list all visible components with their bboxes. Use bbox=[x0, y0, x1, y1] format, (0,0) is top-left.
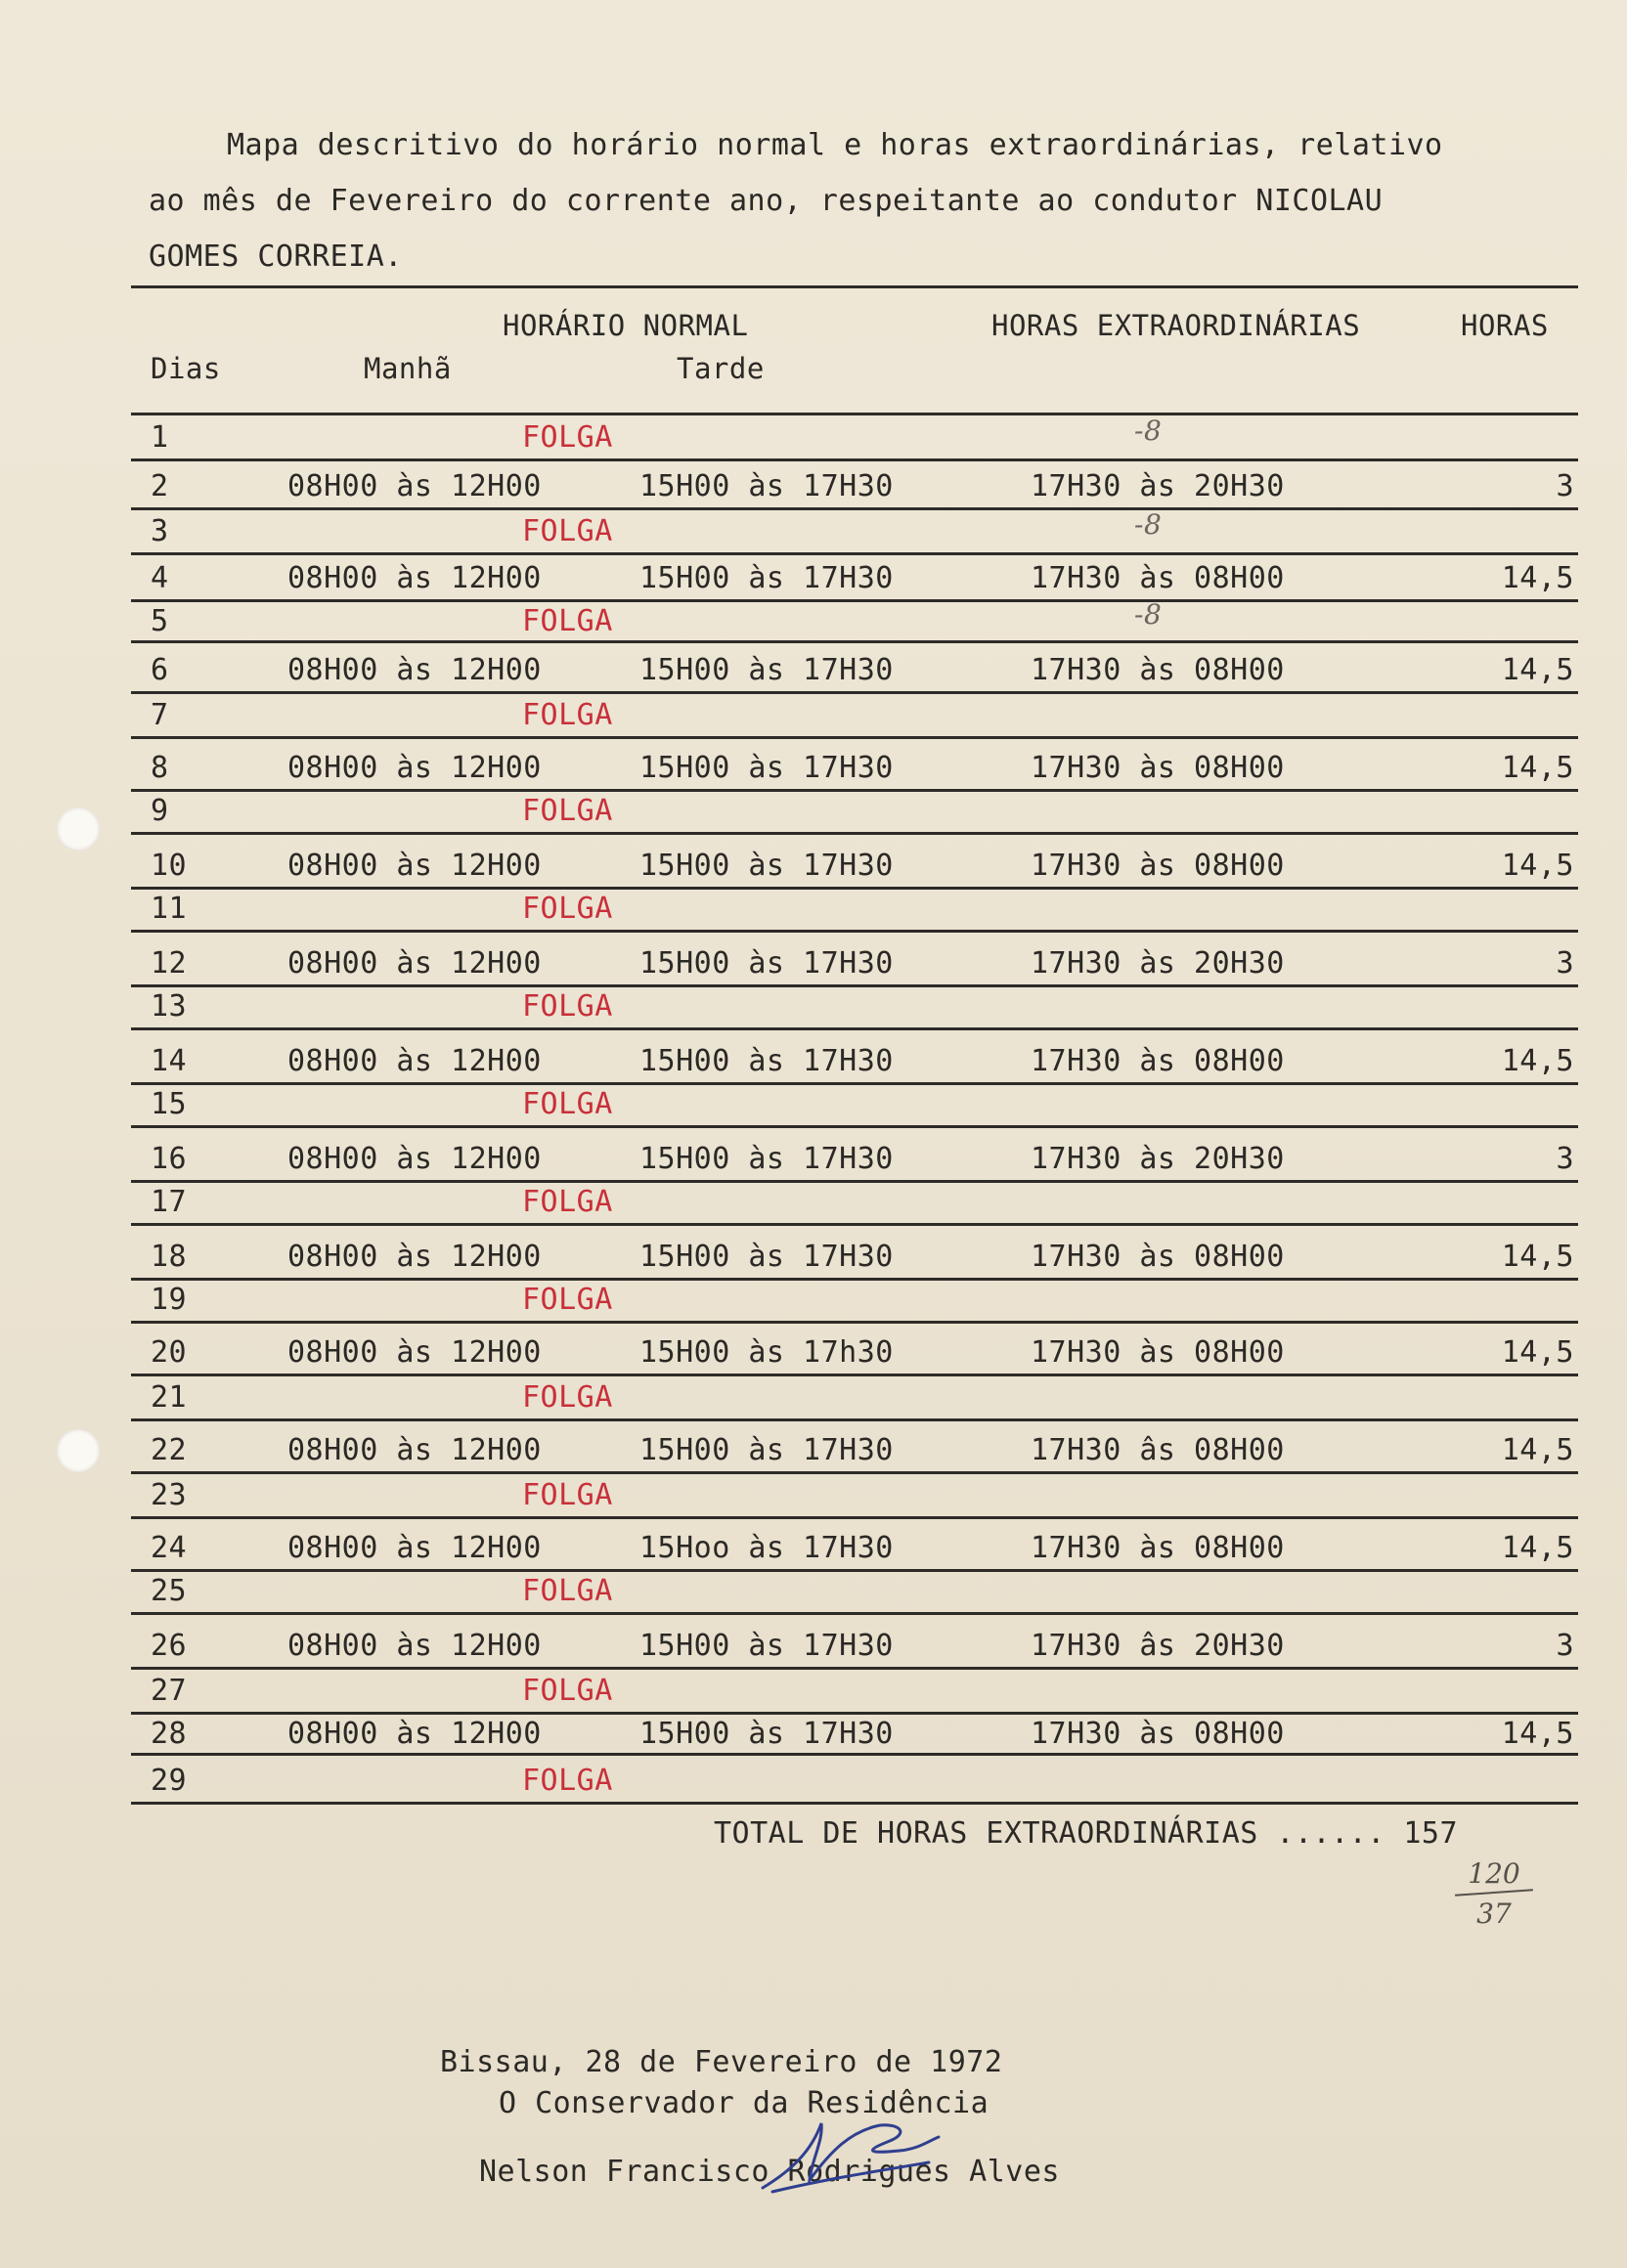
day-number: 23 bbox=[151, 1478, 188, 1512]
intro-line-2: ao mês de Fevereiro do corrente ano, respeitante ao condutor NICOLAU bbox=[149, 184, 1384, 218]
table-row-folga bbox=[131, 416, 1578, 461]
handwritten-note: -8 bbox=[1134, 508, 1163, 541]
total-label: TOTAL DE HORAS EXTRAORDINÁRIAS ...... bbox=[714, 1816, 1385, 1851]
manha-hours: 08H00 às 12H00 bbox=[287, 1335, 542, 1370]
signatory-role: O Conservador da Residência bbox=[499, 2086, 989, 2120]
day-number: 7 bbox=[151, 698, 169, 732]
table-row bbox=[131, 463, 1578, 510]
tarde-hours: 15H00 às 17H30 bbox=[639, 1142, 894, 1176]
folga-label: FOLGA bbox=[522, 514, 613, 548]
row-rule bbox=[131, 736, 1578, 739]
row-rule bbox=[131, 1082, 1578, 1085]
table-row bbox=[131, 1617, 1578, 1670]
day-number: 3 bbox=[151, 514, 169, 548]
punch-hole bbox=[57, 807, 100, 850]
row-rule bbox=[131, 1418, 1578, 1421]
table-row bbox=[131, 837, 1578, 890]
header-tarde: Tarde bbox=[677, 352, 765, 385]
row-rule bbox=[131, 1321, 1578, 1324]
folga-label: FOLGA bbox=[522, 1185, 613, 1219]
extra-hours: 17H30 às 08H00 bbox=[1031, 1240, 1285, 1274]
header-horas: HORAS bbox=[1461, 309, 1549, 342]
day-number: 21 bbox=[151, 1380, 188, 1415]
table-row-folga bbox=[131, 508, 1578, 555]
row-rule bbox=[131, 1027, 1578, 1030]
extra-hours: 17H30 às 08H00 bbox=[1031, 561, 1285, 595]
manha-hours: 08H00 às 12H00 bbox=[287, 1142, 542, 1176]
manha-hours: 08H00 às 12H00 bbox=[287, 946, 542, 981]
day-number: 2 bbox=[151, 469, 169, 503]
table-row-folga bbox=[131, 1378, 1578, 1421]
table-top-rule bbox=[131, 285, 1578, 288]
tarde-hours: 15H00 às 17H30 bbox=[639, 946, 894, 981]
tarde-hours: 15H00 às 17H30 bbox=[639, 751, 894, 785]
row-rule bbox=[131, 599, 1578, 602]
row-rule bbox=[131, 1753, 1578, 1756]
fraction-top: 120 bbox=[1468, 1857, 1520, 1890]
extra-hours: 17H30 às 08H00 bbox=[1031, 1717, 1285, 1751]
extra-hours: 17H30 às 08H00 bbox=[1031, 653, 1285, 687]
folga-label: FOLGA bbox=[522, 1478, 613, 1512]
row-rule bbox=[131, 1569, 1578, 1572]
row-rule bbox=[131, 507, 1578, 510]
day-number: 18 bbox=[151, 1240, 188, 1274]
row-rule bbox=[131, 1374, 1578, 1376]
row-rule bbox=[131, 1471, 1578, 1474]
folga-label: FOLGA bbox=[522, 794, 613, 828]
day-number: 29 bbox=[151, 1764, 188, 1798]
day-number: 19 bbox=[151, 1283, 188, 1317]
table-row bbox=[131, 1228, 1578, 1281]
manha-hours: 08H00 às 12H00 bbox=[287, 751, 542, 785]
table-row-folga bbox=[131, 892, 1578, 933]
folga-label: FOLGA bbox=[522, 1087, 613, 1121]
hours-value: 14,5 bbox=[1501, 1335, 1574, 1370]
hours-value: 14,5 bbox=[1501, 1044, 1574, 1078]
day-number: 12 bbox=[151, 946, 188, 981]
table-row-folga bbox=[131, 1087, 1578, 1128]
extra-hours: 17H30 às 08H00 bbox=[1031, 1531, 1285, 1565]
hours-value: 14,5 bbox=[1501, 849, 1574, 883]
day-number: 9 bbox=[151, 794, 169, 828]
hours-value: 14,5 bbox=[1501, 1433, 1574, 1467]
extra-hours: 17H30 às 08H00 bbox=[1031, 1044, 1285, 1078]
row-rule bbox=[131, 1278, 1578, 1281]
day-number: 27 bbox=[151, 1674, 188, 1708]
row-rule bbox=[131, 984, 1578, 987]
manha-hours: 08H00 às 12H00 bbox=[287, 1433, 542, 1467]
intro-paragraph bbox=[149, 117, 1557, 284]
folga-label: FOLGA bbox=[522, 892, 613, 926]
punch-hole bbox=[57, 1429, 100, 1472]
manha-hours: 08H00 às 12H00 bbox=[287, 1629, 542, 1663]
table-row-folga bbox=[131, 1758, 1578, 1805]
extra-hours: 17H30 às 08H00 bbox=[1031, 1335, 1285, 1370]
intro-line-1: Mapa descritivo do horário normal e horas extraordinárias, relativo bbox=[227, 128, 1443, 162]
table-row bbox=[131, 1423, 1578, 1474]
tarde-hours: 15H00 às 17H30 bbox=[639, 1717, 894, 1751]
folga-label: FOLGA bbox=[522, 989, 613, 1024]
intro-line-3: GOMES CORREIA. bbox=[149, 240, 403, 274]
tarde-hours: 15H00 às 17H30 bbox=[639, 1240, 894, 1274]
row-rule bbox=[131, 887, 1578, 890]
manha-hours: 08H00 às 12H00 bbox=[287, 1531, 542, 1565]
day-number: 26 bbox=[151, 1629, 188, 1663]
extra-hours: 17H30 às 20H30 bbox=[1031, 946, 1285, 981]
extra-hours: 17H30 âs 08H00 bbox=[1031, 1433, 1285, 1467]
header-horas-extraordinarias: HORAS EXTRAORDINÁRIAS bbox=[991, 309, 1361, 342]
manha-hours: 08H00 às 12H00 bbox=[287, 1240, 542, 1274]
hours-value: 14,5 bbox=[1501, 751, 1574, 785]
day-number: 5 bbox=[151, 604, 169, 638]
table-row bbox=[131, 1521, 1578, 1572]
day-number: 4 bbox=[151, 561, 169, 595]
row-rule bbox=[131, 458, 1578, 461]
extra-hours: 17H30 às 08H00 bbox=[1031, 751, 1285, 785]
handwritten-fraction bbox=[1455, 1857, 1533, 1930]
manha-hours: 08H00 às 12H00 bbox=[287, 469, 542, 503]
extra-hours: 17H30 às 20H30 bbox=[1031, 469, 1285, 503]
folga-label: FOLGA bbox=[522, 1574, 613, 1608]
header-manha: Manhã bbox=[364, 352, 452, 385]
day-number: 11 bbox=[151, 892, 188, 926]
table-row bbox=[131, 741, 1578, 792]
row-rule bbox=[131, 1612, 1578, 1615]
folga-label: FOLGA bbox=[522, 604, 613, 638]
table-row bbox=[131, 557, 1578, 602]
extra-hours: 17H30 às 20H30 bbox=[1031, 1142, 1285, 1176]
folga-label: FOLGA bbox=[522, 1283, 613, 1317]
total-extra-hours bbox=[714, 1816, 1458, 1851]
header-horario-normal: HORÁRIO NORMAL bbox=[503, 309, 749, 342]
table-row-folga bbox=[131, 1283, 1578, 1324]
day-number: 20 bbox=[151, 1335, 188, 1370]
table-row bbox=[131, 1032, 1578, 1085]
hours-value: 14,5 bbox=[1501, 1531, 1574, 1565]
folga-label: FOLGA bbox=[522, 420, 613, 455]
day-number: 13 bbox=[151, 989, 188, 1024]
day-number: 14 bbox=[151, 1044, 188, 1078]
tarde-hours: 15Hoo às 17H30 bbox=[639, 1531, 894, 1565]
manha-hours: 08H00 às 12H00 bbox=[287, 1717, 542, 1751]
handwritten-note: -8 bbox=[1134, 414, 1163, 447]
day-number: 24 bbox=[151, 1531, 188, 1565]
table-row-folga bbox=[131, 989, 1578, 1030]
hours-value: 14,5 bbox=[1501, 1717, 1574, 1751]
day-number: 6 bbox=[151, 653, 169, 687]
hours-value: 14,5 bbox=[1501, 1240, 1574, 1274]
handwritten-note: -8 bbox=[1134, 598, 1163, 631]
table-row-folga bbox=[131, 1476, 1578, 1519]
header-bottom-rule bbox=[131, 413, 1578, 415]
tarde-hours: 15H00 às 17H30 bbox=[639, 1629, 894, 1663]
table-row-folga bbox=[131, 1672, 1578, 1715]
hours-value: 14,5 bbox=[1501, 653, 1574, 687]
fraction-bar bbox=[1455, 1889, 1533, 1897]
tarde-hours: 15H00 às 17H30 bbox=[639, 469, 894, 503]
row-rule bbox=[131, 832, 1578, 835]
table-row-folga bbox=[131, 1185, 1578, 1226]
hours-value: 3 bbox=[1556, 946, 1574, 981]
tarde-hours: 15H00 às 17H30 bbox=[639, 653, 894, 687]
row-rule bbox=[131, 1712, 1578, 1715]
row-rule bbox=[131, 1223, 1578, 1226]
table-row-folga bbox=[131, 794, 1578, 835]
table-row bbox=[131, 935, 1578, 987]
table-row bbox=[131, 1717, 1578, 1756]
row-rule bbox=[131, 691, 1578, 694]
hours-value: 3 bbox=[1556, 1142, 1574, 1176]
extra-hours: 17H30 às 08H00 bbox=[1031, 849, 1285, 883]
table-row-folga bbox=[131, 1574, 1578, 1615]
handwritten-signature bbox=[753, 2112, 948, 2200]
table-row bbox=[131, 645, 1578, 694]
day-number: 22 bbox=[151, 1433, 188, 1467]
day-number: 17 bbox=[151, 1185, 188, 1219]
manha-hours: 08H00 às 12H00 bbox=[287, 653, 542, 687]
folga-label: FOLGA bbox=[522, 1764, 613, 1798]
tarde-hours: 15H00 às 17H30 bbox=[639, 1433, 894, 1467]
tarde-hours: 15H00 às 17h30 bbox=[639, 1335, 894, 1370]
row-rule bbox=[131, 1180, 1578, 1183]
day-number: 8 bbox=[151, 751, 169, 785]
day-number: 1 bbox=[151, 420, 169, 455]
row-rule bbox=[131, 1667, 1578, 1670]
folga-label: FOLGA bbox=[522, 698, 613, 732]
row-rule bbox=[131, 1125, 1578, 1128]
hours-value: 3 bbox=[1556, 1629, 1574, 1663]
hours-value: 14,5 bbox=[1501, 561, 1574, 595]
folga-label: FOLGA bbox=[522, 1380, 613, 1415]
table-row bbox=[131, 1130, 1578, 1183]
day-number: 25 bbox=[151, 1574, 188, 1608]
table-row-folga bbox=[131, 598, 1578, 643]
total-value: 157 bbox=[1403, 1816, 1459, 1851]
place-date: Bissau, 28 de Fevereiro de 1972 bbox=[440, 2045, 1003, 2079]
row-rule bbox=[131, 930, 1578, 933]
signatory-name: Nelson Francisco Rodrigues Alves bbox=[479, 2155, 1060, 2189]
header-dias: Dias bbox=[151, 352, 221, 385]
row-rule bbox=[131, 1516, 1578, 1519]
day-number: 28 bbox=[151, 1717, 188, 1751]
row-rule bbox=[131, 1802, 1578, 1805]
table-row-folga bbox=[131, 696, 1578, 739]
tarde-hours: 15H00 às 17H30 bbox=[639, 1044, 894, 1078]
day-number: 15 bbox=[151, 1087, 188, 1121]
row-rule bbox=[131, 789, 1578, 792]
tarde-hours: 15H00 às 17H30 bbox=[639, 849, 894, 883]
fraction-bottom: 37 bbox=[1476, 1897, 1512, 1930]
row-rule bbox=[131, 552, 1578, 555]
manha-hours: 08H00 às 12H00 bbox=[287, 849, 542, 883]
tarde-hours: 15H00 às 17H30 bbox=[639, 561, 894, 595]
day-number: 16 bbox=[151, 1142, 188, 1176]
extra-hours: 17H30 âs 20H30 bbox=[1031, 1629, 1285, 1663]
manha-hours: 08H00 às 12H00 bbox=[287, 561, 542, 595]
day-number: 10 bbox=[151, 849, 188, 883]
manha-hours: 08H00 às 12H00 bbox=[287, 1044, 542, 1078]
row-rule bbox=[131, 640, 1578, 643]
folga-label: FOLGA bbox=[522, 1674, 613, 1708]
hours-value: 3 bbox=[1556, 469, 1574, 503]
table-row bbox=[131, 1326, 1578, 1376]
